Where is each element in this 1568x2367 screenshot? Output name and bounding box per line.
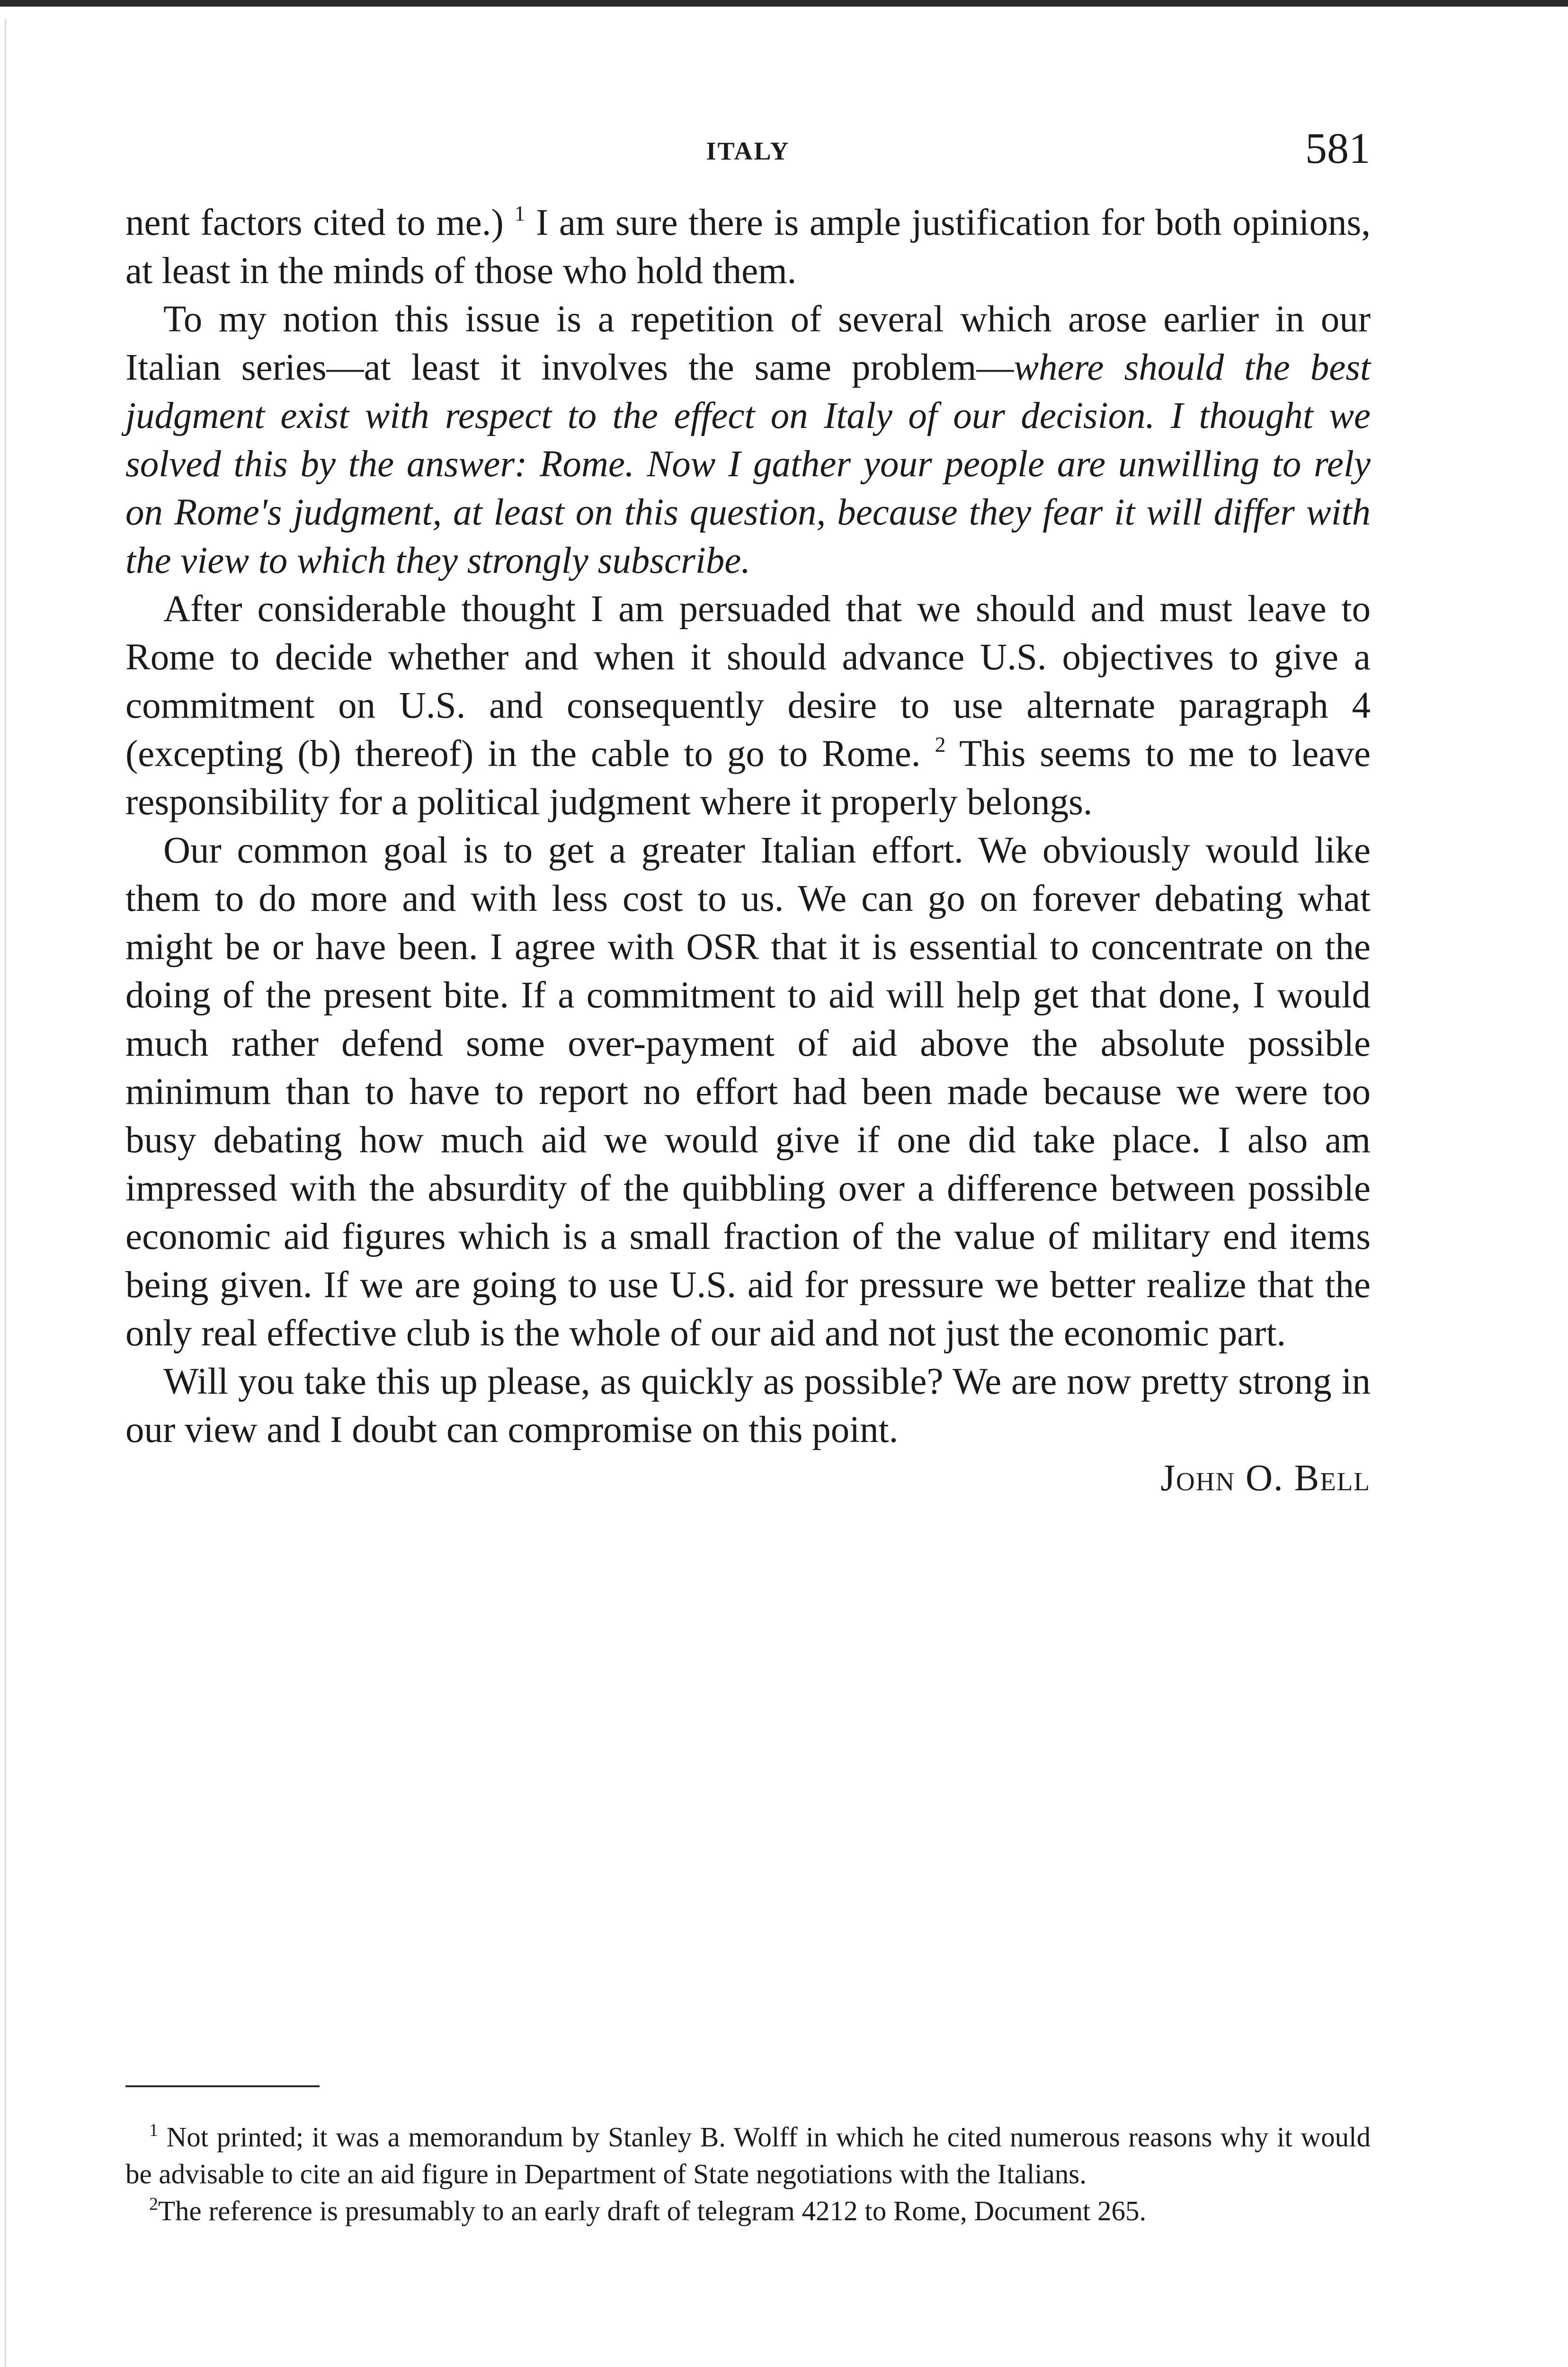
signature: John O. Bell	[1160, 1458, 1371, 1499]
paragraph-3-text-a: After considerable thought I am persuaded that we should and must leave to Rome to decide whether and when it should advance U.S. objectives to give a commitment on U.S. and consequently desire to use alternate paragraph 4 (excepting (b) thereof) in the cable to go to Rome.	[125, 588, 1371, 774]
footnote-reference-1: 1	[514, 201, 526, 225]
footnote-mark-2: 2	[149, 2194, 158, 2214]
paragraph-2	[125, 295, 1371, 585]
footnote-2	[125, 2192, 1371, 2229]
paragraph-1-text-b: I am sure there is ample justification for both opinions, at least in the minds of those who hold them.	[125, 202, 1371, 292]
body-text	[125, 199, 1371, 1503]
footnote-1-text: Not printed; it was a memorandum by Stanley B. Wolff in which he cited numerous reasons why it would be advisable to cite an aid figure in Department of State negotiations with the Italians.	[125, 2121, 1371, 2189]
page-left-edge	[5, 19, 6, 2367]
footnote-1	[125, 2118, 1371, 2192]
footnote-divider	[125, 2085, 320, 2087]
paragraph-1	[125, 199, 1371, 295]
paragraph-2-italic-text: where should the best judgment exist with respect to the effect on Italy of our decision. I thought we solved this by the answer: Rome. Now I gather your people are unwilling to rely on Rome's judgment, at least on this question, because they fear it will differ with the view to which they strongly subscribe.	[125, 347, 1371, 581]
paragraph-3	[125, 585, 1371, 827]
footnote-mark-1: 1	[149, 2120, 158, 2140]
running-header	[125, 123, 1371, 180]
paragraph-3-text-b: This seems to me to leave responsibility for a political judgment where it properly belongs.	[125, 733, 1371, 823]
page-top-edge	[0, 0, 1568, 7]
footnote-reference-2: 2	[935, 732, 946, 756]
footnote-2-text: The reference is presumably to an early draft of telegram 4212 to Rome, Document 265.	[158, 2195, 1147, 2226]
paragraph-1-text-a: nent factors cited to me.)	[125, 202, 515, 243]
paragraph-2-text: To my notion this issue is a repetition of several which arose earlier in our Italian series—at least it involves the same problem—	[125, 299, 1371, 388]
page-number: 581	[1305, 124, 1371, 172]
paragraph-5: Will you take this up please, as quickly as possible? We are now pretty strong in our view and I doubt can compromise on this point.	[125, 1361, 1371, 1450]
footnotes	[125, 2118, 1371, 2229]
paragraph-4: Our common goal is to get a greater Italian effort. We obviously would like them to do more and with less cost to us. We can go on forever debating what might be or have been. I agree with OSR that it is essential to concentrate on the doing of the present bite. If a commitment to aid will help get that done, I would much rather defend some over-payment of aid above the absolute possible minimum than to have to report no effort had been made because we were too busy debating how much aid we would give if one did take place. I also am impressed with the absurdity of the quibbling over a difference between possible economic aid figures which is a small fraction of the value of military end items being given. If we are going to use U.S. aid for pressure we better realize that the only real effective club is the whole of our aid and not just the economic part.	[125, 830, 1371, 1354]
running-title: ITALY	[706, 137, 790, 165]
